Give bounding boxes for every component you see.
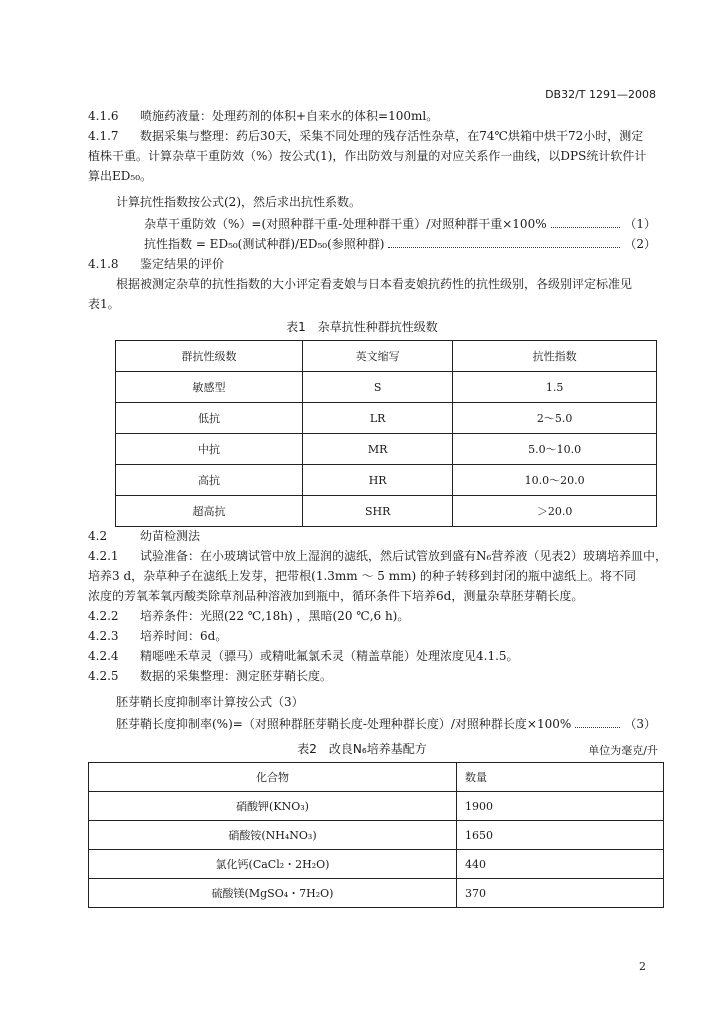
calc-intro: 计算抗性指数按公式(2)，然后求出抗性系数。 [116,195,361,209]
table2-unit: 单位为毫克/升 [588,744,658,757]
section-4-2-1-line2: 培养3 d，杂草种子在滤纸上发芽，把带根(1.3mm ～ 5 mm) 的种子转移到封闭的瓶中滤纸上。将不同 [88,569,636,583]
table-header-row [89,763,664,792]
section-4-2-4: 4.2.4 精噁唑禾草灵（骠马）或精吡氟氯禾灵（精盖草能）处理浓度见4.1.5。 [88,649,519,663]
table-header-cell: 群抗性级数 [116,341,303,372]
section-4-1-8-body-line1: 根据被测定杂草的抗性指数的大小评定看麦娘与日本看麦娘抗药性的抗性级别，各级别评定标准见 [116,277,633,291]
formula-3: 胚芽鞘长度抑制率(%)=（对照种群胚芽鞘长度-处理种群长度）/对照种群长度×100% （3） [116,714,656,734]
section-4-2-1-line1: 4.2.1 试验准备：在小玻璃试管中放上湿润的滤纸，然后试管放到盛有N₆营养液（见表2）玻璃培养皿中， [88,549,667,563]
table-row: 高抗 HR 10.0～20.0 [116,465,657,496]
section-4-1-7-line1: 4.1.7 数据采集与整理：药后30天，采集不同处理的残存活性杂草，在74℃烘箱中烘干72小时，测定 [88,129,644,143]
table-row: 敏感型 S 1.5 [116,372,657,403]
table-row: 中抗 MR 5.0～10.0 [116,434,657,465]
section-4-1-8: 4.1.8 鉴定结果的评价 [88,257,225,271]
section-4-1-8-body-line2: 表1。 [88,297,120,311]
table-row: 硫酸镁(MgSO₄・7H₂O) 370 [89,879,664,908]
section-4-2: 4.2 幼苗检测法 [88,529,201,543]
table-header-row [116,341,657,372]
resistance-level-table [115,340,657,527]
doc-code: DB32/T 1291—2008 [545,88,656,101]
table-row: 超高抗 SHR ＞20.0 [116,496,657,527]
section-4-2-1-line3: 浓度的芳氧苯氧丙酸类除草剂品种溶液加到瓶中，循环条件下培养6d，测量杂草胚芽鞘长度。 [88,589,584,603]
table2-caption: 表2 改良N₆培养基配方 [297,742,427,756]
formula-2: 抗性指数 = ED₅₀(测试种群)/ED₅₀(参照种群) （2） [144,234,656,254]
section-4-2-5: 4.2.5 数据的采集整理：测定胚芽鞘长度。 [88,669,333,683]
table-header-cell: 化合物 [89,763,457,792]
medium-formula-table [88,762,664,908]
table1-caption: 表1 杂草抗性种群抗性级数 [286,320,438,334]
table-row: 氯化钙(CaCl₂・2H₂O) 440 [89,850,664,879]
calc-intro-2: 胚芽鞘长度抑制率计算按公式（3） [116,695,304,709]
section-4-2-2: 4.2.2 培养条件：光照(22 ℃,18h) ，黑暗(20 ℃,6 h)。 [88,609,410,623]
table-header-cell: 抗性指数 [453,341,657,372]
table-header-cell: 英文缩写 [303,341,453,372]
page-number: 2 [639,960,646,973]
table-header-cell: 数量 [457,763,664,792]
section-4-2-3: 4.2.3 培养时间：6d。 [88,629,228,643]
formula-1: 杂草干重防效（%）=(对照种群干重-处理种群干重）/对照种群干重×100% （1） [144,214,656,234]
section-4-1-6: 4.1.6 喷施药液量：处理药剂的体积+自来水的体积=100ml。 [88,109,439,123]
section-4-1-7-line2: 植株干重。计算杂草干重防效（%）按公式(1)，作出防效与剂量的对应关系作一曲线，以DPS统计软件计 [88,149,647,163]
table-row: 硝酸铵(NH₄NO₃) 1650 [89,821,664,850]
table-row: 低抗 LR 2～5.0 [116,403,657,434]
table-row: 硝酸钾(KNO₃) 1900 [89,792,664,821]
section-4-1-7-line3: 算出ED₅₀。 [88,169,153,183]
